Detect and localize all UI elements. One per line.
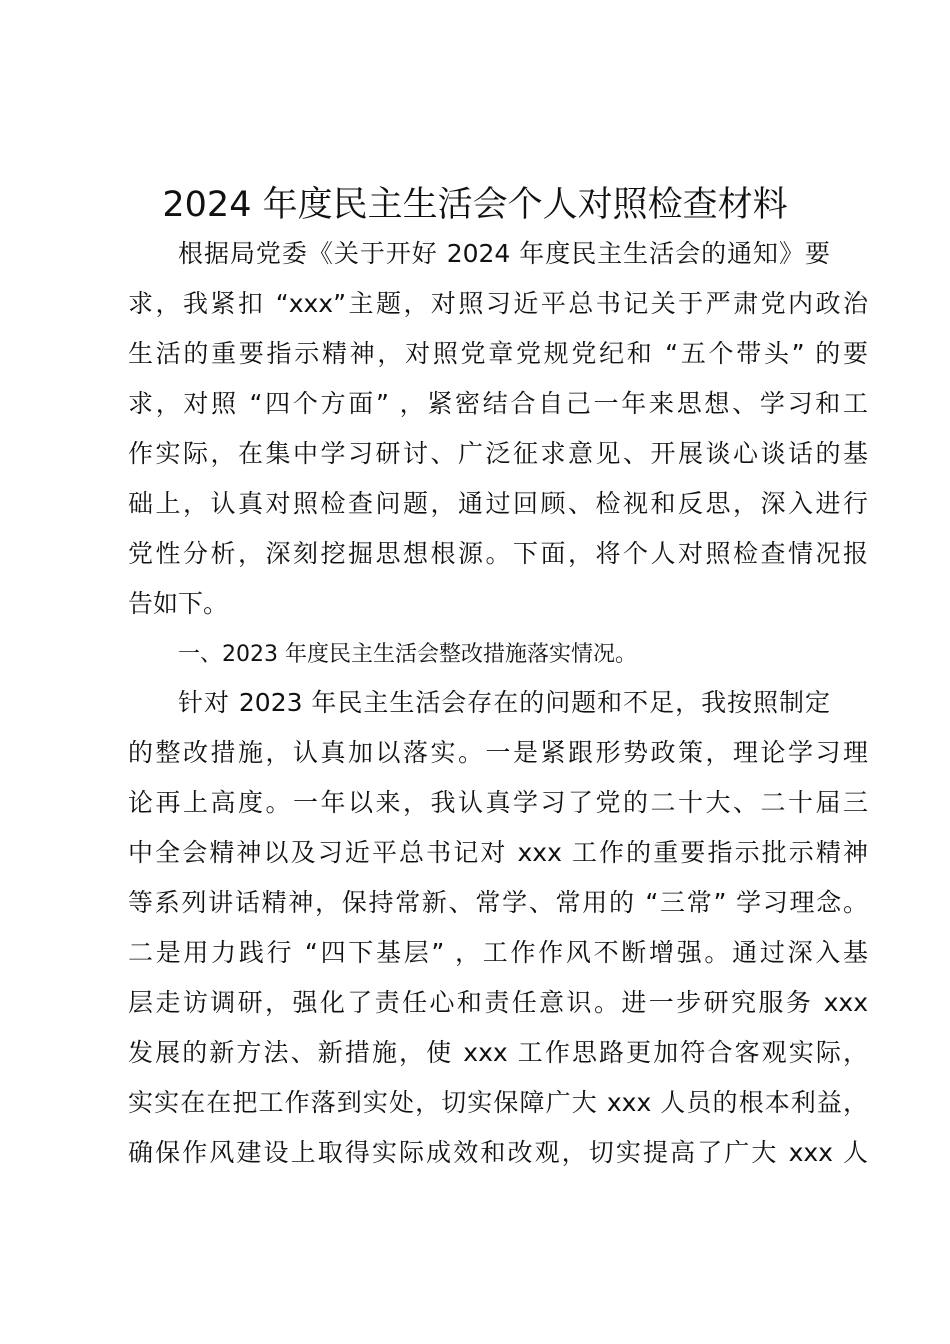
- paragraph-line: 求，我紧扣 “xxx”主题，对照习近平总书记关于严肃党内政治: [128, 289, 868, 318]
- paragraph-line: 作实际，在集中学习研讨、广泛征求意见、开展谈心谈话的基: [128, 439, 868, 468]
- paragraph-line: 针对 2023 年民主生活会存在的问题和不足，我按照制定: [178, 688, 830, 717]
- paragraph-line: 中全会精神以及习近平总书记对 xxx 工作的重要指示批示精神: [128, 838, 868, 867]
- paragraph-line: 论再上高度。一年以来，我认真学习了党的二十大、二十届三: [128, 788, 868, 817]
- section-heading: 一、2023 年度民主生活会整改措施落实情况。: [178, 642, 637, 667]
- paragraph-line: 发展的新方法、新措施，使 xxx 工作思路更加符合客观实际，: [128, 1038, 868, 1067]
- paragraph-line: 层走访调研，强化了责任心和责任意识。进一步研究服务 xxx: [128, 988, 868, 1017]
- paragraph-line: 根据局党委《关于开好 2024 年度民主生活会的通知》要: [178, 239, 830, 268]
- paragraph-line: 二是用力践行 “四下基层” ，工作作风不断增强。通过深入基: [128, 938, 868, 967]
- paragraph-line: 党性分析，深刻挖掘思想根源。下面，将个人对照检查情况报: [128, 539, 868, 568]
- paragraph-line: 实实在在把工作落到实处，切实保障广大 xxx 人员的根本利益，: [128, 1088, 868, 1117]
- document-title: 2024 年度民主生活会个人对照检查材料: [162, 185, 788, 225]
- paragraph-line: 生活的重要指示精神，对照党章党规党纪和 “五个带头” 的要: [128, 339, 868, 368]
- paragraph-line: 告如下。: [128, 589, 229, 618]
- paragraph-line: 的整改措施，认真加以落实。一是紧跟形势政策，理论学习理: [128, 738, 868, 767]
- paragraph-line: 确保作风建设上取得实际成效和改观，切实提高了广大 xxx 人: [128, 1138, 868, 1167]
- paragraph-line: 求，对照 “四个方面” ，紧密结合自己一年来思想、学习和工: [128, 389, 868, 418]
- paragraph-line: 等系列讲话精神，保持常新、常学、常用的 “三常” 学习理念。: [128, 888, 868, 917]
- paragraph-line: 础上，认真对照检查问题，通过回顾、检视和反思，深入进行: [128, 489, 868, 518]
